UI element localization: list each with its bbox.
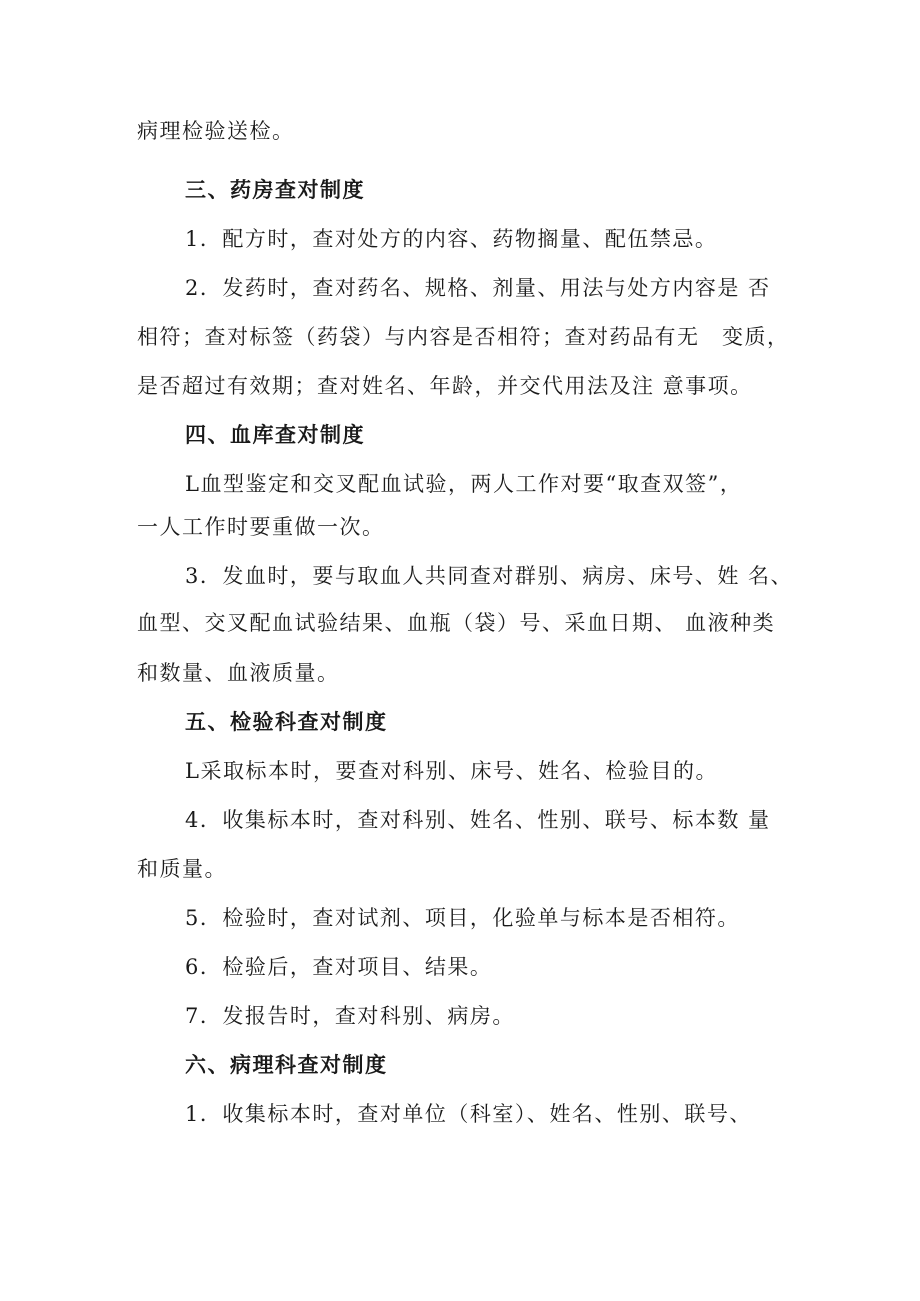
paragraph-line: 一人工作时要重做一次。 [137, 515, 385, 539]
paragraph-line: L血型鉴定和交叉配血试验，两人工作对要“取查双签”， [185, 472, 743, 496]
paragraph-line: 6．检验后，查对项目、结果。 [185, 955, 493, 979]
paragraph-line: 1．配方时，查对处方的内容、药物搁量、配伍禁忌。 [185, 227, 718, 251]
paragraph-line: 7．发报告时，查对科别、病房。 [185, 1004, 515, 1028]
paragraph-line: 5．检验时，查对试剂、项目，化验单与标本是否相符。 [185, 906, 740, 930]
paragraph-line: L采取标本时，要查对科别、床号、姓名、检验目的。 [185, 759, 718, 783]
section-heading: 四、血库查对制度 [185, 422, 365, 447]
section-heading: 五、检验科查对制度 [185, 709, 388, 734]
section-heading: 三、药房查对制度 [185, 177, 365, 202]
paragraph-line: 血型、交叉配血试验结果、血瓶（袋）号、采血日期、 血液种类 [137, 611, 776, 635]
paragraph-line: 和数量、血液质量。 [137, 661, 340, 685]
paragraph-line: 是否超过有效期；查对姓名、年龄，并交代用法及注 意事项。 [137, 374, 753, 398]
section-heading: 六、病理科查对制度 [185, 1052, 388, 1077]
paragraph-line: 病理检验送检。 [137, 119, 295, 143]
paragraph-line: 3．发血时，要与取血人共同查对群别、病房、床号、姓 名、 [185, 564, 794, 588]
paragraph-line: 1．收集标本时，查对单位（科室）、姓名、性别、联号、 [185, 1102, 752, 1126]
paragraph-line: 相符；查对标签（药袋）与内容是否相符；查对药品有无 变质， [137, 325, 790, 349]
paragraph-line: 4．收集标本时，查对科别、姓名、性别、联号、标本数 量 [185, 808, 771, 832]
paragraph-line: 和质量。 [137, 857, 227, 881]
paragraph-line: 2．发药时，查对药名、规格、剂量、用法与处方内容是 否 [185, 276, 771, 300]
